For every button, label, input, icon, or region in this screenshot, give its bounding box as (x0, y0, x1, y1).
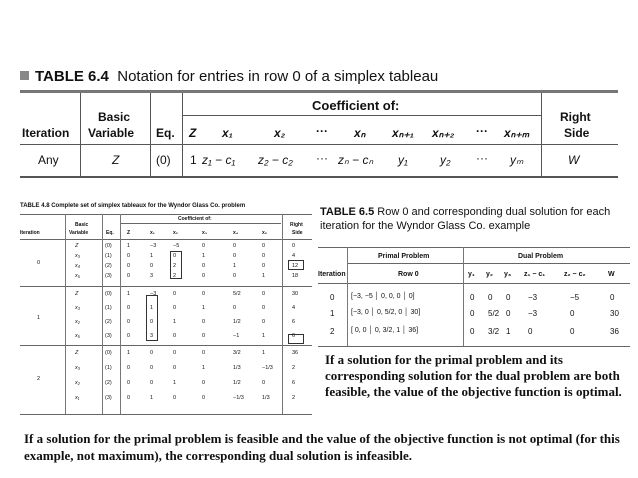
cell-y1: 0 (470, 309, 475, 318)
cell-z2c2: −5 (570, 293, 580, 302)
col-basic-line1: Basic (98, 110, 131, 124)
col-eq: Eq. (156, 126, 175, 140)
col-x3: x₃ (202, 230, 208, 236)
cell-rhs: 6 (292, 319, 296, 325)
cell-x5: 0 (262, 380, 266, 386)
cell-z1c1: −3 (528, 309, 538, 318)
divider (102, 214, 103, 414)
cell-x2: 0 (173, 253, 177, 259)
iteration-label: 1 (37, 314, 41, 321)
cell-x2: 1 (173, 380, 177, 386)
cell-x4: 0 (233, 243, 237, 249)
table-6-5 (318, 247, 630, 347)
cell-x3: 0 (202, 243, 206, 249)
col-coefficient: Coefficient of: (178, 216, 212, 222)
cell-rhs: 2 (292, 365, 296, 371)
bottom-rule (20, 414, 312, 415)
cell-x5: 1 (262, 273, 266, 279)
cell-z: 0 (127, 263, 131, 269)
cell-x2: 0 (173, 365, 177, 371)
table-4-8-caption: TABLE 4.8 Complete set of simplex tableaux for the Wyndor Glass Co. problem (20, 203, 246, 209)
cell-basic: x₂ (75, 319, 80, 325)
cell-eq: (2) (105, 319, 112, 325)
cell-eq: (1) (105, 365, 112, 371)
cell-y2: 0 (488, 293, 493, 302)
col-dots1: ··· (316, 124, 328, 138)
group-rule (348, 263, 630, 264)
col-z: Z (189, 126, 197, 140)
cell-y1: 0 (470, 327, 475, 336)
col-x1: x₁ (150, 230, 155, 236)
cell-row0: [−3, 0 │ 0, 5/2, 0 │ 30] (351, 309, 421, 316)
col-coefficient: Coefficient of: (312, 98, 400, 113)
cell-x3: 0 (202, 273, 206, 279)
divider (120, 214, 121, 414)
cell-z: 1 (127, 243, 131, 249)
cell-x2: 0 (173, 395, 177, 401)
cell-z: 0 (127, 365, 131, 371)
col-iteration: Iteration (20, 230, 40, 236)
cell-basic: x₅ (75, 273, 80, 279)
cell-x4: 5/2 (233, 291, 241, 297)
cell-x5: 0 (262, 291, 266, 297)
cell-eq: (1) (105, 253, 112, 259)
row-xn1: y₁ (398, 153, 408, 167)
bottom-rule (318, 346, 630, 347)
col-x4: x₄ (233, 230, 239, 236)
square-bullet-icon (20, 71, 29, 80)
cell-rhs: 6 (292, 333, 296, 339)
cell-eq: (2) (105, 380, 112, 386)
col-w: W (608, 271, 615, 278)
cell-rhs: 12 (292, 263, 299, 269)
divider (463, 247, 464, 346)
cell-x1: 0 (150, 263, 154, 269)
col-x1: x₁ (222, 126, 233, 140)
cell-row0: [−3, −5 │ 0, 0, 0 │ 0] (351, 293, 415, 300)
row-xn2: y₂ (440, 153, 451, 167)
cell-x5: 0 (262, 263, 266, 269)
cell-basic: Z (75, 243, 79, 249)
cell-z: 0 (127, 395, 131, 401)
cell-x2: 0 (173, 305, 177, 311)
col-iteration: Iteration (22, 126, 70, 140)
cell-x5: 1 (262, 350, 266, 356)
cell-x3: 0 (202, 380, 206, 386)
col-xn2: xₙ₊₂ (432, 126, 455, 140)
col-x5: x₅ (262, 230, 268, 236)
cell-basic: x₃ (75, 365, 80, 371)
divider (347, 247, 348, 346)
cell-x3: 0 (202, 350, 206, 356)
cell-rhs: 6 (292, 380, 296, 386)
iteration-rule (20, 345, 312, 346)
cell-z: 0 (127, 305, 131, 311)
cell-z: 0 (127, 253, 131, 259)
cell-w: 30 (610, 309, 619, 318)
cell-eq: (1) (105, 305, 112, 311)
cell-x5: 0 (262, 253, 266, 259)
cell-x4: 1 (233, 263, 237, 269)
row-x2: z₂ − c₂ (258, 153, 293, 167)
cell-x2: 0 (173, 350, 177, 356)
cell-rhs: 4 (292, 305, 296, 311)
cell-x2: 2 (173, 263, 177, 269)
cell-x2: −5 (173, 243, 180, 249)
col-eq: Eq. (106, 230, 114, 236)
cell-rhs: 2 (292, 395, 296, 401)
cell-z: 0 (127, 319, 131, 325)
cell-x1: 0 (150, 380, 154, 386)
row-xnm: yₘ (510, 153, 524, 167)
cell-eq: (3) (105, 333, 112, 339)
cell-w: 0 (610, 293, 615, 302)
cell-x5: 0 (262, 319, 266, 325)
cell-basic: x₃ (75, 253, 80, 259)
cell-x2: 0 (173, 291, 177, 297)
cell-row0: [ 0, 0 │ 0, 3/2, 1 │ 36] (351, 327, 419, 334)
col-xn: xₙ (354, 126, 366, 140)
cell-x3: 1 (202, 365, 206, 371)
row-x1: z₁ − c₁ (202, 153, 236, 167)
table-6-5-title (320, 205, 630, 233)
cell-eq: (0) (105, 243, 112, 249)
cell-x1: 0 (150, 365, 154, 371)
cell-x3: 1 (202, 305, 206, 311)
top-rule (20, 214, 312, 215)
cell-x4: 1/3 (233, 365, 241, 371)
cell-y3: 1 (506, 327, 511, 336)
top-rule (20, 90, 618, 93)
divider (282, 214, 283, 414)
cell-x3: 0 (202, 291, 206, 297)
iteration-label: 2 (37, 375, 41, 382)
cell-rhs: 18 (292, 273, 299, 279)
col-row0: Row 0 (398, 271, 419, 278)
header-rule (318, 283, 630, 284)
col-z1c1: z₁ − c₁ (524, 271, 546, 278)
iteration-label: 0 (37, 260, 41, 266)
row-dots2: ··· (476, 151, 488, 165)
cell-y2: 5/2 (488, 309, 500, 318)
table-6-5-label: TABLE 6.5 (320, 206, 375, 218)
cell-eq: (0) (105, 291, 112, 297)
divider (65, 214, 66, 414)
cell-z: 0 (127, 333, 131, 339)
cell-x5: −1/3 (262, 365, 273, 371)
cell-x5: 1/3 (262, 395, 270, 401)
cell-rhs: 4 (292, 253, 296, 259)
col-dots2: ··· (476, 124, 488, 138)
cell-z2c2: 0 (570, 327, 575, 336)
cell-z: 0 (127, 273, 131, 279)
cell-basic: x₅ (75, 333, 80, 339)
iteration-rule (20, 286, 312, 287)
col-y2: y₂ (486, 271, 494, 278)
pivot-ratio-box (288, 334, 304, 344)
cell-basic: x₂ (75, 380, 80, 386)
cell-x4: 0 (233, 273, 237, 279)
cell-x1: 1 (150, 305, 154, 311)
cell-rhs: 0 (292, 243, 296, 249)
cell-x1: −3 (150, 291, 157, 297)
cell-x4: 1/2 (233, 319, 241, 325)
coef-rule (183, 115, 541, 116)
cell-x4: −1/3 (233, 395, 244, 401)
cell-x2: 0 (173, 333, 177, 339)
row-z: 1 (190, 153, 197, 167)
cell-w: 36 (610, 327, 619, 336)
row-xn: zₙ − cₙ (338, 153, 374, 167)
cell-x1: 0 (150, 350, 154, 356)
cell-x3: 0 (202, 333, 206, 339)
col-z: Z (127, 230, 131, 236)
cell-y1: 0 (470, 293, 475, 302)
col-rhs-line1: Right (560, 110, 591, 124)
cell-z: 0 (127, 380, 131, 386)
col-dual: Dual Problem (518, 253, 564, 260)
col-x2: x₂ (173, 230, 179, 236)
col-basic-line2: Variable (69, 230, 89, 236)
cell-rhs: 30 (292, 291, 299, 297)
col-rhs-line2: Side (564, 126, 590, 140)
cell-z1c1: 0 (528, 327, 533, 336)
col-basic-line1: Basic (75, 222, 89, 228)
cell-y3: 0 (506, 309, 511, 318)
divider (150, 93, 151, 176)
cell-basic: Z (75, 350, 79, 356)
cell-eq: (3) (105, 395, 112, 401)
cell-x4: 0 (233, 305, 237, 311)
divider (182, 93, 183, 176)
col-xnm: xₙ₊ₘ (504, 126, 530, 140)
top-rule (318, 247, 630, 248)
cell-basic: x₄ (75, 263, 80, 269)
cell-x2: 2 (173, 273, 177, 279)
cell-x1: 1 (150, 395, 154, 401)
cell-basic: x₁ (75, 395, 80, 401)
bottom-rule (20, 176, 618, 178)
cell-x4: −1 (233, 333, 240, 339)
primal-dual-note: If a solution for the primal problem and its corresponding solution for the dual problem are both feasible, the value of the objective function is optimal. (325, 352, 622, 399)
infeasible-dual-note: If a solution for the primal problem is feasible and the value of the objective function is not optimal (for this example, not maximum), the corresponding dual solution is infeasible. (24, 431, 620, 463)
cell-z2c2: 0 (570, 309, 575, 318)
table-6-4-caption: Notation for entries in row 0 of a simplex tableau (117, 68, 439, 85)
divider (541, 93, 542, 176)
col-primal: Primal Problem (378, 253, 430, 260)
table-6-4-title (20, 68, 438, 85)
cell-x1: 1 (150, 253, 154, 259)
cell-x1: 3 (150, 333, 154, 339)
col-basic-line2: Variable (88, 126, 135, 140)
cell-it: 0 (330, 293, 335, 302)
cell-x4: 0 (233, 253, 237, 259)
cell-z: 1 (127, 291, 131, 297)
cell-eq: (2) (105, 263, 112, 269)
cell-it: 1 (330, 309, 335, 318)
divider (80, 93, 81, 176)
table-4-8 (20, 203, 312, 415)
col-iteration: Iteration (318, 271, 346, 278)
row-eq: (0) (156, 153, 171, 167)
table-6-4 (20, 90, 618, 178)
cell-z: 1 (127, 350, 131, 356)
cell-x5: 0 (262, 305, 266, 311)
cell-basic: x₃ (75, 305, 80, 311)
cell-x3: 0 (202, 263, 206, 269)
cell-x1: −3 (150, 243, 157, 249)
cell-basic: Z (75, 291, 79, 297)
cell-x3: 1 (202, 253, 206, 259)
cell-x5: 1 (262, 333, 266, 339)
cell-x3: 0 (202, 319, 206, 325)
cell-x5: 0 (262, 243, 266, 249)
cell-x4: 3/2 (233, 350, 241, 356)
row-iteration: Any (38, 153, 59, 167)
col-xn1: xₙ₊₁ (392, 126, 415, 140)
cell-z1c1: −3 (528, 293, 538, 302)
cell-eq: (0) (105, 350, 112, 356)
cell-x3: 0 (202, 395, 206, 401)
col-y1: y₁ (468, 271, 475, 278)
cell-x1: 3 (150, 273, 154, 279)
cell-x2: 1 (173, 319, 177, 325)
cell-x1: 0 (150, 319, 154, 325)
row-rhs: W (568, 153, 580, 167)
header-rule (20, 144, 618, 145)
row-dots1: ··· (316, 151, 328, 165)
col-y3: y₃ (504, 271, 512, 278)
cell-x4: 1/2 (233, 380, 241, 386)
cell-eq: (3) (105, 273, 112, 279)
cell-y3: 0 (506, 293, 511, 302)
col-rhs-line1: Right (290, 222, 303, 228)
table-6-5-caption: Row 0 and corresponding dual solution for each iteration for the Wyndor Glass Co. example (320, 206, 611, 232)
cell-y2: 3/2 (488, 327, 500, 336)
cell-it: 2 (330, 327, 335, 336)
coef-rule (121, 223, 281, 224)
col-rhs-line2: Side (292, 230, 303, 236)
col-x2: x₂ (274, 126, 286, 140)
table-6-4-label: TABLE 6.4 (35, 68, 109, 85)
row-basic: Z (112, 153, 120, 167)
cell-rhs: 36 (292, 350, 299, 356)
header-rule (20, 239, 312, 240)
col-z2c2: z₂ − c₂ (564, 271, 586, 278)
